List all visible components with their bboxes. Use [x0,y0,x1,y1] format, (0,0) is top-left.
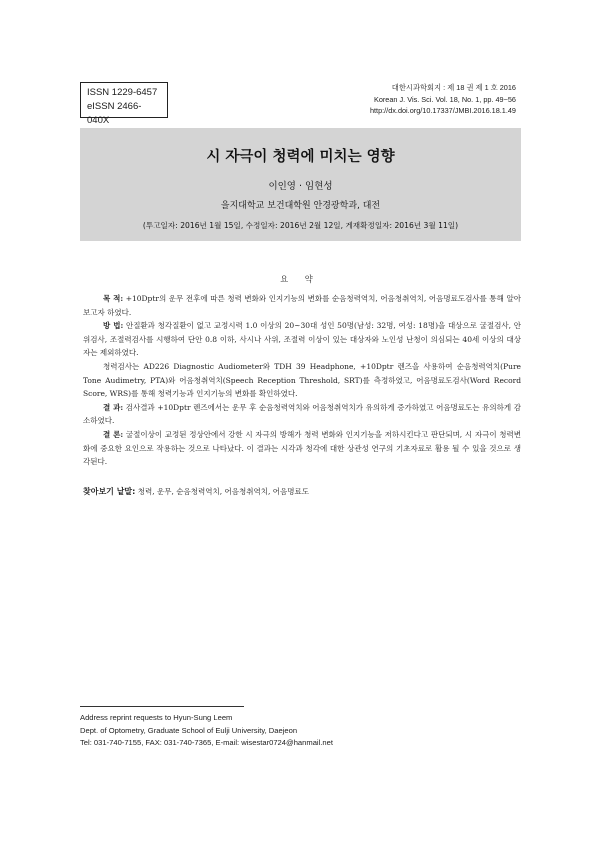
abstract-heading: 요 약 [280,274,320,284]
journal-korean-citation: 대한시과학회지 : 제 18 권 제 1 호 2016 [391,83,516,92]
methods-label: 방 법: [103,321,124,331]
footnote-department: Dept. of Optometry, Graduate School of Eulji University, Daejeon [80,725,298,735]
journal-doi-link[interactable]: http://dx.doi.org/10.17337/JMBI.2016.18.1.49 [369,106,516,115]
footnote-address: Address reprint requests to Hyun-Sung Leem [80,713,233,722]
footnote-divider [80,706,244,707]
abstract-methods [83,319,521,360]
abstract-results [83,401,521,428]
purpose-label: 목 적: [103,294,124,303]
affiliation: 을지대학교 보건대학원 안경광학과, 대전 [220,201,381,211]
journal-english-citation: Korean J. Vis. Sci. Vol. 18, No. 1, pp. 49~56 [373,94,516,104]
issn-print: ISSN 1229-6457 [87,87,158,98]
paper-title: 시 자극이 청력에 미치는 영향 [206,149,395,165]
issn-box [80,82,168,126]
methods-text: 안질환과 청각질환이 없고 교정시력 1.0 이상의 20~30대 성인 50명(남성: 32명, 여성: 18명)을 대상으로 굴절검사, 안위검사, 조절력검사를 시행하여 단안 0.8 이하, 사시나 사위, 조절력 이상이 있는 대상자와 노인성 난청이 의심되는 40세 이상의 대상자는 제외하였다. [83,321,522,358]
keywords-text: 청력, 운무, 순음청력역치, 어음청취역치, 어음명료도 [135,487,309,496]
keywords-label: 찾아보기 낱말: [83,487,136,496]
conclusion-text: 굴절이상이 교정된 정상안에서 강한 시 자극의 방해가 청력 변화와 인지기능을 저하시킨다고 판단되며, 시 자극이 청력변화에 중요한 요인으로 작용하는 것으로 나타났다. 이 결과는 시각과 청각에 대한 상관성 연구의 기초자료로 활용 될 수 있을 것으로 생각된다. [83,429,521,467]
submission-dates: (투고일자: 2016년 1월 15일, 수정일자: 2016년 2월 12일, 게재확정일자: 2016년 3월 11일) [142,221,459,230]
abstract-methods-continued: 청력검사는 AD226 Diagnostic Audiometer와 TDH 39 Headphone, +10Dptr 렌즈을 사용하여 순음청력역치(Pure Tone Audimetry, PTA)와 어음청취역치(Speech Reception Threshold, SRT)를 측정하였고, 어음명료도검사(Word Record Score, WRS)를 통해 청력기능과 인지기능의 변화를 확인하였다. [83,361,521,399]
journal-citation [370,82,516,117]
results-text: 검사결과 +10Dptr 렌즈에서는 운무 후 순음청력역치와 어음청취역치가 유의하게 증가하였고 어음명료도는 유의하게 감소하였다. [83,402,521,426]
results-label: 결 과: [103,402,124,412]
abstract-body [83,292,521,469]
conclusion-label: 결 론: [103,429,124,439]
keywords [83,486,523,497]
footnote-contact: Tel: 031-740-7155, FAX: 031-740-7365, E-mail: wisestar0724@hanmail.net [80,738,333,747]
footnote [80,712,333,750]
abstract-purpose [83,292,521,319]
issn-electronic: eISSN 2466-040X [87,101,142,126]
purpose-text: +10Dptr의 운무 전후에 따른 청력 변화와 인지기능의 변화를 순음청력역치, 어음청취역치, 어음명료도검사를 통해 알아보고자 하였다. [83,294,521,317]
title-panel [80,128,521,241]
authors: 이인영 · 임현성 [268,181,333,192]
abstract-conclusion [83,428,521,469]
